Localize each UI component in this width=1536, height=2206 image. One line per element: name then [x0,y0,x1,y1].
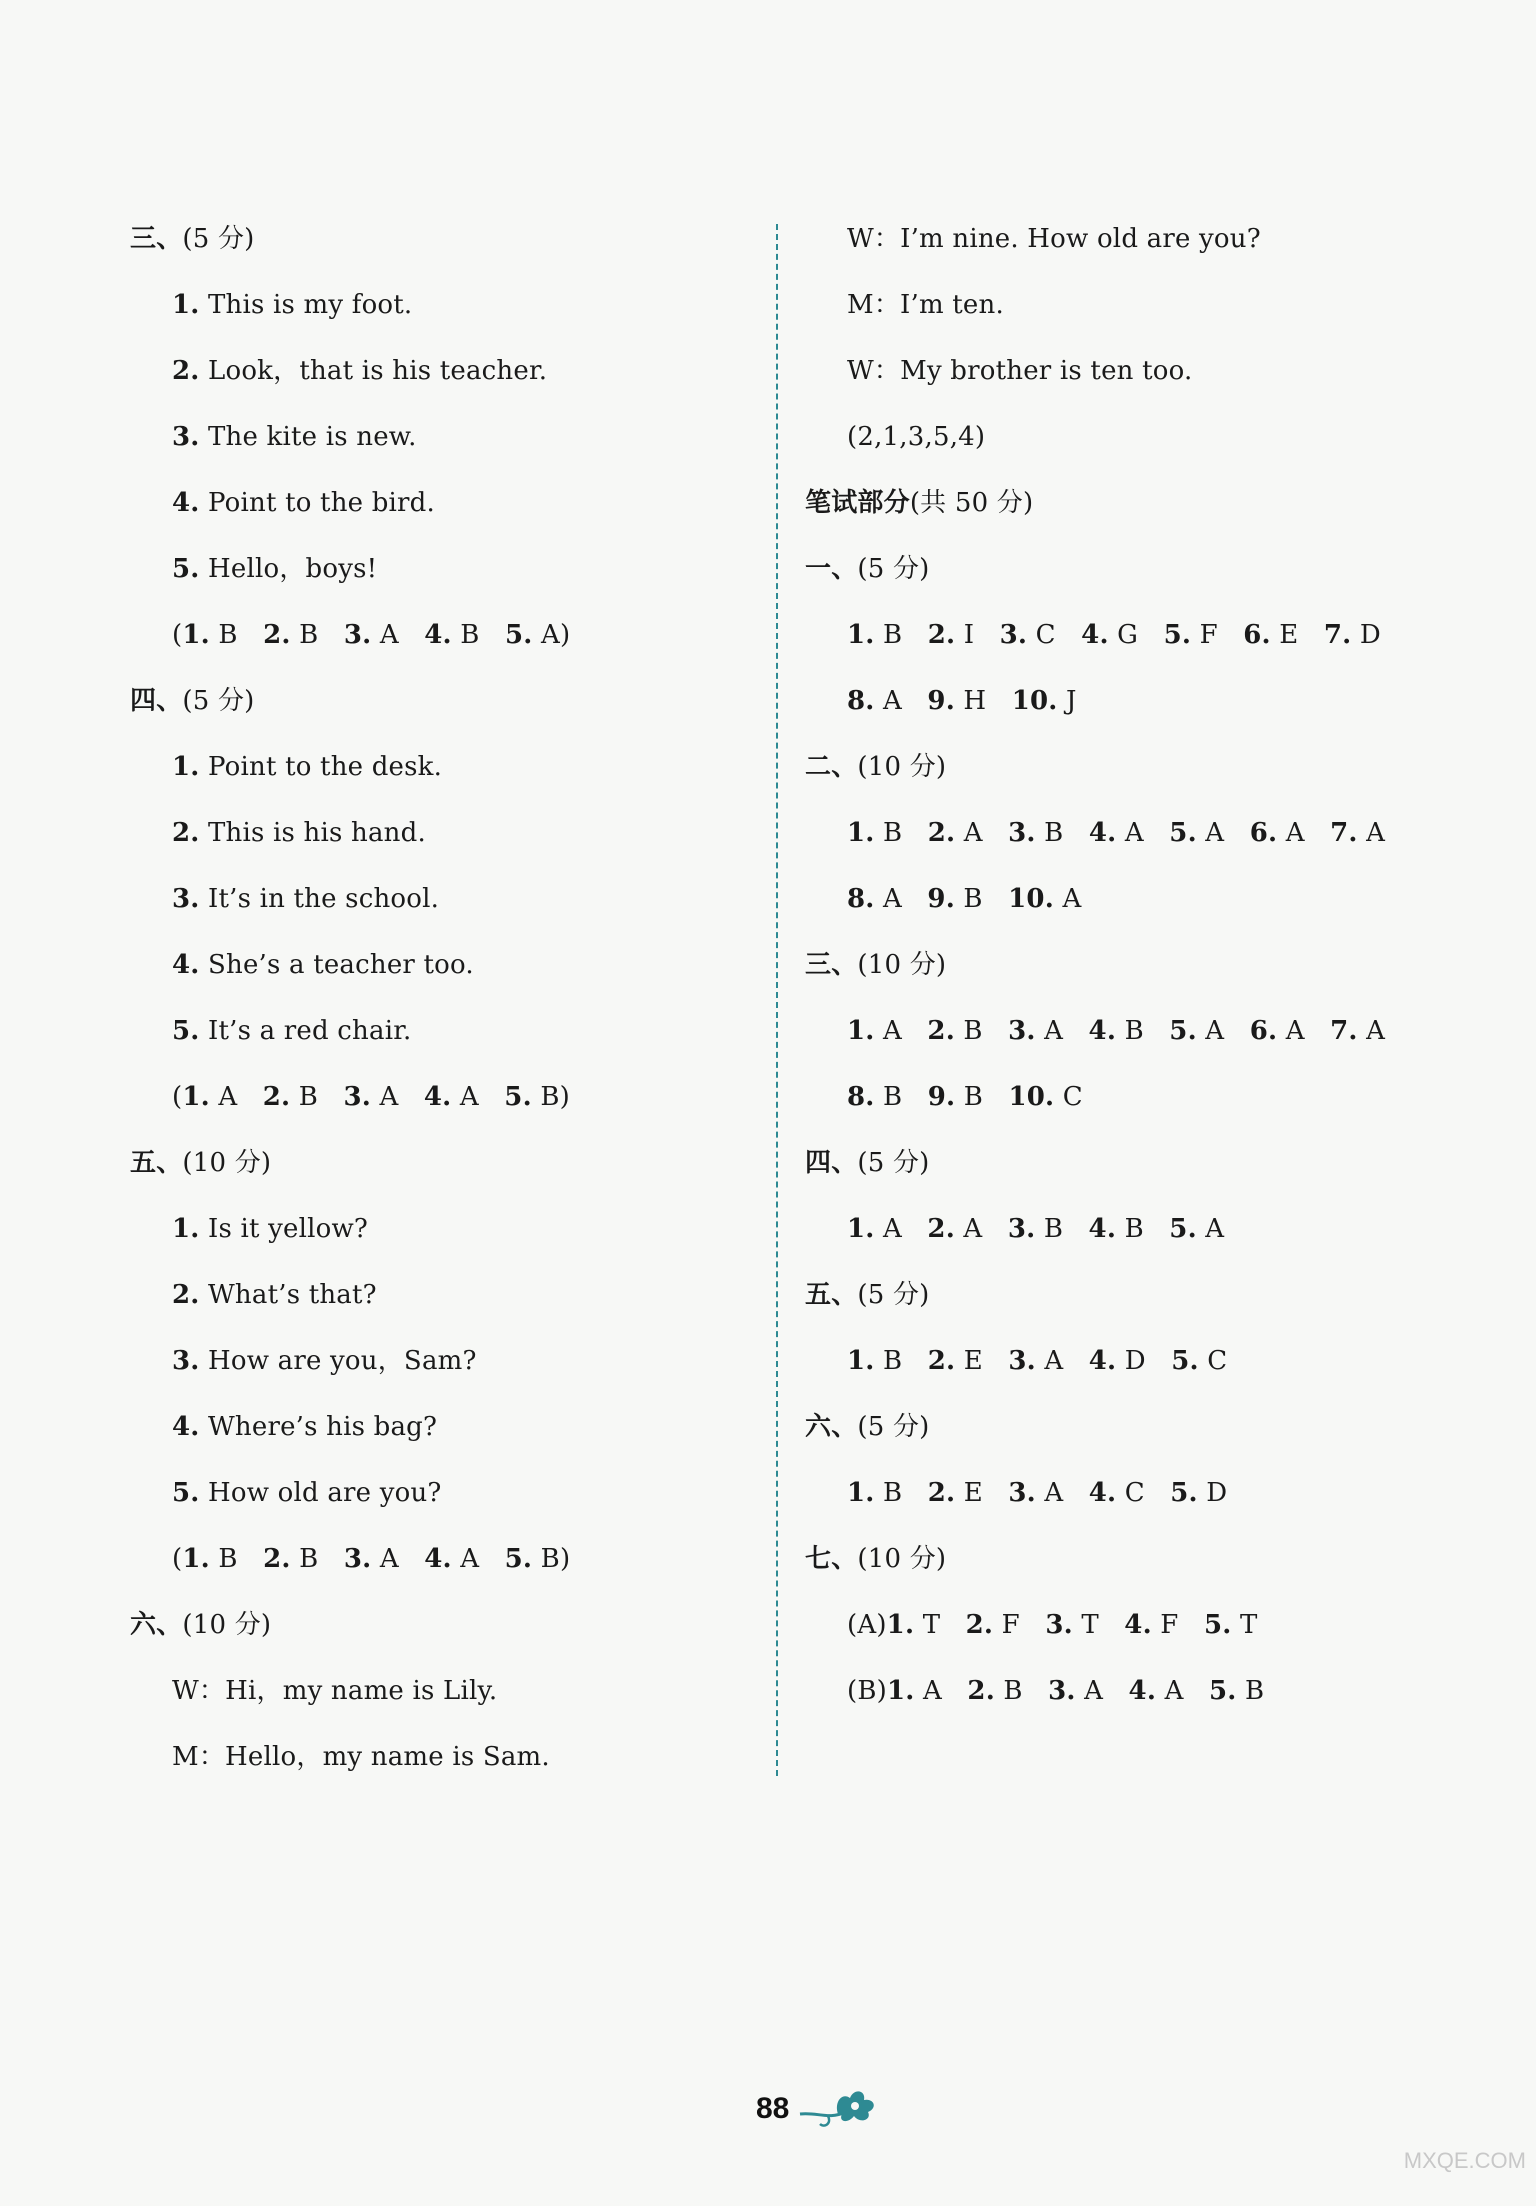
answer-number: 3. [1008,1016,1036,1046]
answer-number: 6. [1249,818,1278,848]
answer-number: 3. [1008,818,1036,848]
section-title: 四、 [805,1148,858,1178]
answer-value: F [1199,620,1218,650]
section-title: 六、 [805,1412,858,1442]
answer-number: 2. [927,1016,955,1046]
section-title: 六、 [130,1610,183,1640]
section-heading [130,214,760,280]
answer-number: 2. [927,1346,956,1376]
answer-number: 3. [999,620,1028,650]
section-title: 二、 [805,752,858,782]
item-number: 4. [172,1412,200,1442]
section-title: 一、 [805,554,858,584]
answer-value: G [1117,620,1139,650]
answer-value: T [1239,1610,1258,1640]
answer-number: 1. [847,1016,875,1046]
item-number: 4. [172,950,200,980]
answer-value: B [1124,1214,1144,1244]
question-item [130,544,760,610]
item-text: Is it yellow? [199,1214,369,1244]
line-text: (2,1,3,5,4) [847,422,986,452]
line-text: M：Hello，my name is Sam. [172,1742,550,1772]
answer-number: 1. [887,1676,915,1706]
answer-number: 6. [1249,1016,1278,1046]
question-item [130,1402,760,1468]
section-points: (5 分) [857,554,930,584]
answer-number: 5. [1163,620,1192,650]
item-text: The kite is new. [199,422,417,452]
answer-value: B [540,1544,560,1574]
answer-value: B [883,1346,903,1376]
answer-number: 3. [1008,1478,1036,1508]
answer-value: C [1124,1478,1145,1508]
question-item [130,1336,760,1402]
answer-value: B [460,620,480,650]
answer-number: 1. [182,620,210,650]
answer-number: 2. [967,1676,995,1706]
answer-row [130,610,760,676]
line-text: W：My brother is ten too. [847,356,1193,386]
answer-row [805,610,1445,676]
section-title: 四、 [130,686,183,716]
item-number: 2. [172,818,200,848]
item-number: 1. [172,290,200,320]
answer-number: 3. [343,1082,372,1112]
answer-value: A [883,1214,902,1244]
answer-number: 2. [927,1214,955,1244]
answer-number: 7. [1330,1016,1358,1046]
item-text: It’s a red chair. [199,1016,412,1046]
section-points: (共 50 分) [909,488,1034,518]
answer-number: 8. [847,686,875,716]
item-text: She’s a teacher too. [199,950,474,980]
answer-value: A [1164,1676,1184,1706]
answer-value: B [1003,1676,1023,1706]
question-item [130,1270,760,1336]
section-heading [805,1270,1445,1336]
section-points: (5 分) [182,224,255,254]
answer-value: B [963,1082,984,1112]
answer-number: 1. [847,620,875,650]
answer-value: A [963,818,983,848]
section-heading [805,1534,1445,1600]
answer-value: A [379,620,399,650]
answer-value: B [963,884,983,914]
left-column [130,214,760,1798]
item-number: 3. [172,422,200,452]
answer-number: 2. [263,1544,291,1574]
answer-number: 2. [927,620,956,650]
answer-value: A [1044,1478,1064,1508]
section-heading [805,940,1445,1006]
section-points: (10 分) [182,1148,272,1178]
answer-value: A [923,1676,942,1706]
answer-value: A [460,1544,480,1574]
answer-value: B [298,1082,319,1112]
answer-value: A [379,1544,399,1574]
part-heading [805,478,1445,544]
section-points: (10 分) [857,1544,947,1574]
line-text: W：Hi，my name is Lily. [172,1676,498,1706]
section-title: 笔试部分 [805,488,910,518]
answer-number: 1. [182,1544,210,1574]
text-line [805,412,1445,478]
item-number: 5. [172,554,200,584]
item-text: Look，that is his teacher. [199,356,548,386]
item-text: How are you，Sam? [199,1346,477,1376]
right-column [805,214,1445,1732]
answer-row [805,1204,1445,1270]
answer-value: H [963,686,987,716]
question-item [130,874,760,940]
answer-value: A [379,1082,399,1112]
item-text: Hello，boys! [199,554,378,584]
answer-number: 10. [1011,686,1058,716]
answer-value: B [883,620,903,650]
answer-number: 1. [847,1346,875,1376]
answer-number: 8. [847,1082,875,1112]
answer-value: A [1285,818,1305,848]
answer-number: 5. [504,1082,532,1112]
answer-number: 4. [424,620,452,650]
answer-number: 9. [927,686,955,716]
answer-value: B [883,1082,903,1112]
answer-prefix: ( [172,1544,183,1574]
answer-value: B [540,1082,560,1112]
answer-number: 6. [1243,620,1271,650]
answer-number: 5. [504,620,533,650]
question-item [130,1006,760,1072]
answer-number: 4. [424,1544,452,1574]
text-line [805,346,1445,412]
section-heading [130,676,760,742]
answer-prefix: ( [172,620,183,650]
answer-number: 4. [1128,1676,1157,1706]
answer-number: 2. [263,620,291,650]
answer-number: 9. [927,884,955,914]
answer-number: 9. [927,1082,956,1112]
answer-value: A [1366,818,1386,848]
answer-value: C [1062,1082,1083,1112]
answer-number: 7. [1330,818,1358,848]
answer-number: 10. [1008,1082,1055,1112]
answer-value: B [883,818,903,848]
answer-value: F [1160,1610,1179,1640]
section-heading [130,1600,760,1666]
answer-number: 1. [886,1610,915,1640]
line-text: W：I’m nine. How old are you? [847,224,1261,254]
answer-value: J [1066,686,1077,716]
answer-value: B [963,1016,983,1046]
question-item [130,478,760,544]
flower-icon [798,2084,888,2130]
answer-value: T [922,1610,941,1640]
answer-value: F [1001,1610,1020,1640]
answer-value: B [218,620,238,650]
answer-row [805,1336,1445,1402]
answer-row [805,676,1445,742]
section-points: (5 分) [857,1148,930,1178]
answer-value: A [1044,1346,1064,1376]
item-number: 3. [172,1346,200,1376]
answer-value: B [1043,1214,1064,1244]
section-points: (10 分) [182,1610,272,1640]
answer-value: T [1081,1610,1099,1640]
section-heading [805,1138,1445,1204]
answer-value: B [218,1544,238,1574]
line-text: M：I’m ten. [847,290,1004,320]
answer-number: 10. [1008,884,1054,914]
item-number: 5. [172,1016,200,1046]
answer-number: 7. [1323,620,1352,650]
answer-value: A [1285,1016,1305,1046]
answer-value: A [1124,818,1144,848]
question-item [130,280,760,346]
item-text: This is my foot. [199,290,413,320]
answer-value: C [1207,1346,1228,1376]
answer-value: A [1366,1016,1386,1046]
question-item [130,940,760,1006]
item-text: What’s that? [199,1280,377,1310]
question-item [130,1204,760,1270]
section-title: 七、 [805,1544,858,1574]
answer-number: 2. [965,1610,994,1640]
item-number: 1. [172,1214,200,1244]
section-points: (5 分) [182,686,255,716]
answer-value: A [1084,1676,1104,1706]
answer-suffix: ) [559,620,571,650]
item-text: This is his hand. [199,818,426,848]
section-points: (5 分) [857,1280,930,1310]
answer-number: 4. [1088,1478,1117,1508]
answer-number: 4. [1124,1610,1152,1640]
section-points: (5 分) [857,1412,930,1442]
item-text: It’s in the school. [199,884,440,914]
question-item [130,808,760,874]
item-number: 4. [172,488,200,518]
answer-value: A [1205,818,1225,848]
answer-value: B [883,1478,903,1508]
answer-number: 4. [1088,1016,1117,1046]
section-heading [805,544,1445,610]
answer-number: 4. [1081,620,1109,650]
question-item [130,1468,760,1534]
answer-value: A [459,1082,479,1112]
item-text: How old are you? [199,1478,442,1508]
answer-row [805,808,1445,874]
text-line [130,1732,760,1798]
section-title: 五、 [130,1148,183,1178]
answer-value: A [218,1082,238,1112]
answer-value: A [1205,1214,1225,1244]
answer-value: I [963,620,975,650]
answer-row [805,874,1445,940]
watermark-text: MXQE.COM [1403,2148,1526,2173]
section-points: (10 分) [857,752,947,782]
answer-number: 3. [1045,1610,1073,1640]
question-item [130,346,760,412]
answer-value: A [883,1016,902,1046]
answer-row [805,1666,1445,1732]
answer-number: 3. [1007,1214,1036,1244]
text-line [805,280,1445,346]
answer-prefix: (B) [847,1676,887,1706]
answer-number: 3. [343,620,372,650]
answer-number: 2. [927,1478,956,1508]
answer-number: 5. [1169,1214,1197,1244]
answer-number: 5. [1169,1016,1197,1046]
answer-value: A [883,884,902,914]
answer-value: D [1206,1478,1228,1508]
answer-value: B [299,620,319,650]
column-divider [776,224,778,1776]
answer-value: A [1205,1016,1225,1046]
item-number: 2. [172,1280,200,1310]
answer-number: 3. [343,1544,372,1574]
question-item [130,412,760,478]
answer-value: D [1359,620,1381,650]
item-number: 2. [172,356,200,386]
answer-value: A [883,686,902,716]
answer-value: E [1279,620,1299,650]
answer-prefix: ( [172,1082,183,1112]
answer-value: A [540,620,560,650]
answer-prefix: (A) [847,1610,887,1640]
answer-number: 8. [847,884,875,914]
answer-number: 5. [504,1544,533,1574]
section-heading [130,1138,760,1204]
item-number: 3. [172,884,200,914]
answer-number: 4. [1088,1214,1117,1244]
answer-value: B [1124,1016,1144,1046]
section-points: (10 分) [857,950,947,980]
answer-number: 3. [1008,1346,1036,1376]
page-number: 88 [756,2092,790,2125]
section-heading [805,742,1445,808]
item-number: 1. [172,752,200,782]
section-title: 三、 [805,950,858,980]
answer-row [805,1468,1445,1534]
answer-number: 4. [1088,1346,1117,1376]
answer-number: 5. [1171,1346,1199,1376]
item-number: 5. [172,1478,200,1508]
item-text: Point to the bird. [199,488,435,518]
answer-number: 2. [927,818,956,848]
answer-value: C [1035,620,1056,650]
answer-suffix: ) [559,1544,571,1574]
answer-value: A [1044,1016,1064,1046]
answer-number: 2. [262,1082,291,1112]
text-line [130,1666,760,1732]
answer-value: B [1044,818,1064,848]
answer-value: D [1124,1346,1146,1376]
answer-suffix: ) [559,1082,570,1112]
answer-row [130,1072,760,1138]
question-item [130,742,760,808]
item-text: Where’s his bag? [199,1412,438,1442]
answer-value: B [299,1544,319,1574]
section-title: 五、 [805,1280,858,1310]
section-title: 三、 [130,224,183,254]
answer-row [805,1072,1445,1138]
answer-number: 5. [1208,1676,1237,1706]
answer-value: A [1062,884,1082,914]
answer-number: 1. [847,1478,875,1508]
answer-value: E [963,1478,983,1508]
answer-row [805,1600,1445,1666]
answer-number: 1. [847,818,875,848]
answer-number: 1. [182,1082,210,1112]
answer-number: 1. [847,1214,875,1244]
answer-row [130,1534,760,1600]
answer-row [805,1006,1445,1072]
item-text: Point to the desk. [199,752,443,782]
answer-number: 5. [1170,1478,1198,1508]
section-heading [805,1402,1445,1468]
answer-value: B [1244,1676,1265,1706]
answer-value: E [963,1346,983,1376]
answer-value: A [963,1214,983,1244]
answer-number: 5. [1169,818,1197,848]
answer-number: 5. [1203,1610,1232,1640]
answer-number: 3. [1048,1676,1076,1706]
text-line [805,214,1445,280]
answer-number: 4. [1088,818,1117,848]
answer-number: 4. [423,1082,452,1112]
